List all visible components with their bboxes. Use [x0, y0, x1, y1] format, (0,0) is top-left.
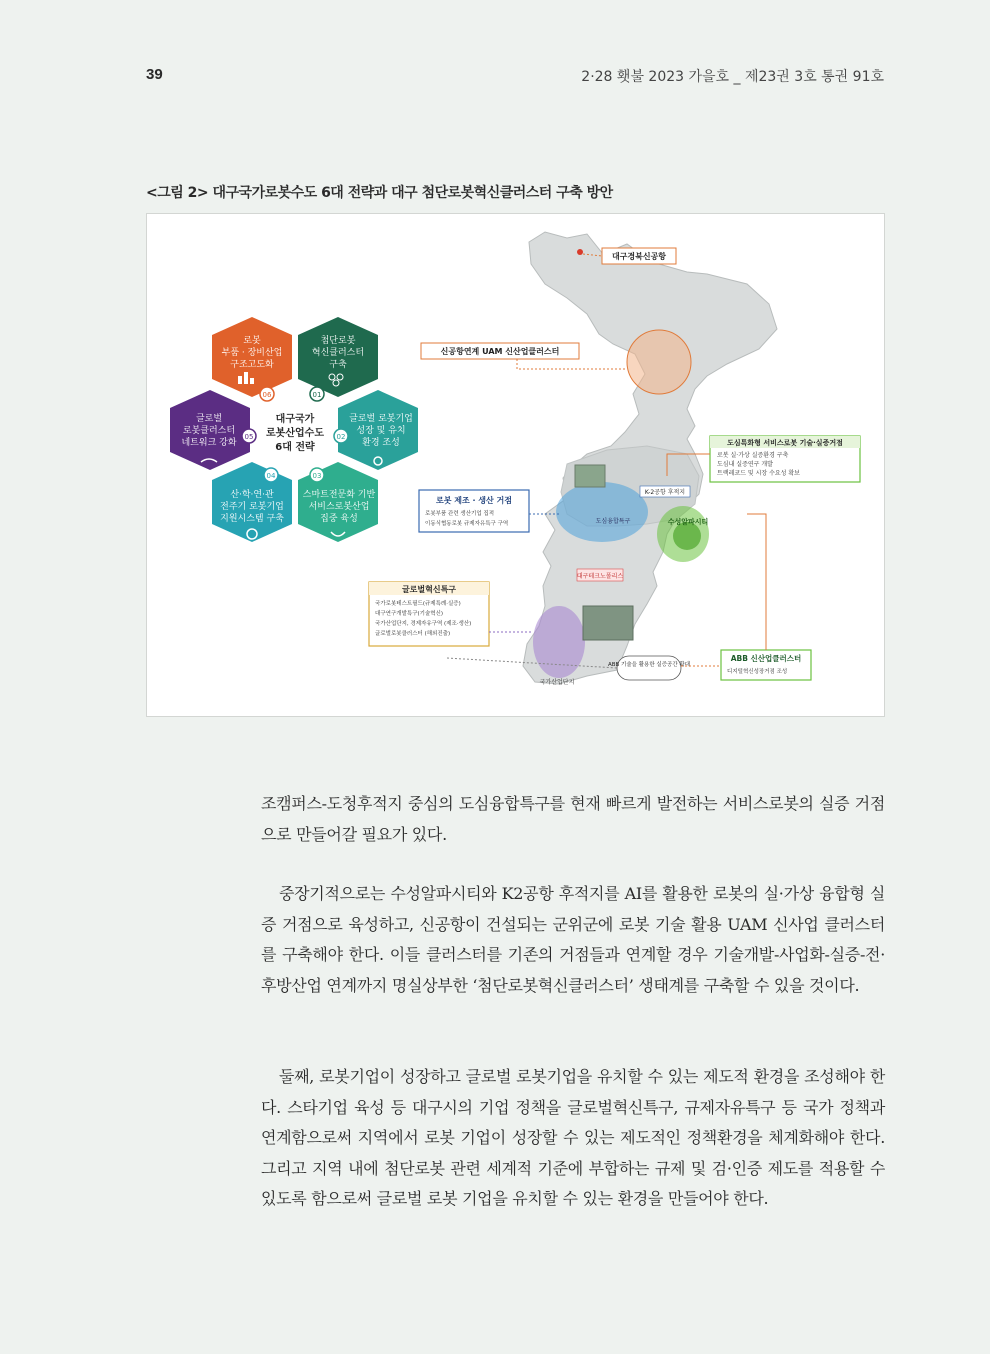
global-innovation-box	[369, 582, 489, 646]
hex-02-number: 02	[336, 433, 346, 441]
hex-04-line2: 전주기 로봇기업	[220, 502, 284, 512]
hex-04-line1: 산·학·연·관	[230, 490, 274, 500]
body-paragraph-3: 둘째, 로봇기업이 성장하고 글로벌 로봇기업을 유치할 수 있는 제도적 환경을 조성해야 한다. 스타기업 육성 등 대구시의 기업 정책을 글로벌혁신특구, 규제자유특구 등 국가 정책과 연계함으로써 지역에서 로봇 기업이 성장할 수 있는 제도적인 정책환경을 체계화해야 한다. 그리고 지역 내에 첨단로봇 관련 세계적 기준에 부합하는 규제 및 검·인증 제도를 적용할 수 있도록 함으로써 글로벌 로봇 기업을 유치할 수 있는 환경을 만들어야 한다.	[261, 1067, 885, 1208]
hex-04-line3: 지원시스템 구축	[220, 514, 284, 524]
global-box-item: 대구연구개발특구(기술혁신)	[375, 611, 444, 617]
center-line3: 6대 전략	[275, 442, 315, 453]
manufacture-box-item: 로봇부품 관련 생산기업 집적	[425, 511, 495, 517]
manufacture-box-title: 로봇 제조 · 생산 거점	[435, 496, 513, 505]
body-paragraph-2: 중장기적으로는 수성알파시티와 K2공항 후적지를 AI를 활용한 로봇의 실·가상 융합형 실증 거점으로 육성하고, 신공항이 건설되는 군위군에 로봇 기술 활용 UAM 신사업 클러스터를 구축해야 한다. 이들 클러스터를 기존의 거점들과 연계할 경우 기술개발-사업화-실증-전·후방산업 연계까지 명실상부한 ‘첨단로봇혁신클러스터’ 생태계를 구축할 수 있을 것이다.	[261, 884, 885, 995]
map-label-gukga: 국가산업단지	[539, 679, 575, 686]
label-airport: 대구경북신공항	[611, 252, 667, 261]
abb-bubble-text: ABB 기술을 활용한 실증공간 확대	[607, 662, 691, 668]
hex-02-line2: 성장 및 유치	[356, 426, 406, 436]
map-label-suseong: 수성알파시티	[667, 518, 709, 526]
global-box-item: 국가산업단지, 경제자유구역 (제조·생산)	[375, 621, 472, 627]
service-box-item: 로봇 실·가상 실증환경 구축	[717, 452, 789, 459]
hex-04-number: 04	[266, 472, 276, 480]
hex-01-line2: 혁신클러스터	[311, 348, 365, 358]
manufacture-box	[419, 490, 529, 532]
service-box-item: 도심내 실증연구 개발	[717, 461, 773, 468]
page-number: 39	[146, 66, 163, 83]
hex-05-number: 05	[244, 433, 254, 441]
map-label-techno: 대구테크노폴리스	[576, 573, 624, 580]
center-line1: 대구국가	[275, 414, 315, 425]
hex-05-line2: 로봇클러스터	[182, 426, 236, 436]
figure-caption: <그림 2> 대구국가로봇수도 6대 전략과 대구 첨단로봇혁신클러스터 구축 방안	[146, 185, 613, 201]
abb-box-item: 디지털혁신성장거점 조성	[727, 669, 788, 675]
hex-02-line3: 환경 조성	[362, 438, 400, 448]
hex-03-number: 03	[312, 472, 322, 480]
service-box-item: 트랙레코드 및 시장 수요성 확보	[717, 470, 800, 477]
global-box-item: 글로벌로봇클러스터 (해외진출)	[375, 631, 451, 637]
hex-03-line3: 집중 육성	[320, 514, 358, 524]
global-box-title: 글로벌혁신특구	[401, 585, 457, 594]
center-line2: 로봇산업수도	[266, 428, 324, 439]
hex-06-line3: 구조고도화	[230, 360, 274, 370]
hex-01-line1: 첨단로봇	[320, 336, 356, 346]
label-uam: 신공항연계 UAM 신산업클러스터	[440, 347, 560, 356]
abb-box-title: ABB 신산업클러스터	[730, 654, 802, 663]
manufacture-box-item: 이동식협동로봇 규제자유특구 구역	[425, 521, 509, 527]
strategy-hex-diagram	[170, 317, 418, 542]
journal-header: 2·28 횃불 2023 가을호 _ 제23권 3호 통권 91호	[581, 69, 884, 85]
hex-03-line1: 스마트전문화 기반	[302, 490, 376, 500]
map-label-dosim: 도심융합특구	[595, 518, 631, 525]
map-label-k2: K-2공항 후적지	[644, 489, 686, 496]
hex-05-line1: 글로벌	[195, 414, 223, 424]
hex-02-line1: 글로벌 로봇기업	[349, 414, 413, 424]
abb-cluster-box	[721, 650, 811, 680]
hex-06-line1: 로봇	[243, 336, 261, 346]
hex-01-number: 01	[312, 391, 322, 399]
hex-06-number: 06	[262, 391, 272, 399]
figure-panel	[146, 213, 885, 717]
hex-06-line2: 부품 · 장비산업	[221, 348, 283, 358]
hex-01-line3: 구축	[329, 360, 347, 370]
service-box-title: 도심특화형 서비스로봇 기술·실증거점	[727, 439, 843, 447]
service-robot-box	[710, 436, 860, 482]
hex-05-line3: 네트워크 강화	[181, 438, 237, 448]
body-paragraph-1: 조캠퍼스-도청후적지 중심의 도심융합특구를 현재 빠르게 발전하는 서비스로봇의 실증 거점으로 만들어갈 필요가 있다.	[261, 794, 885, 844]
global-box-item: 국가로봇테스트필드(규제특례·실증)	[375, 601, 461, 607]
hex-03-line2: 서비스로봇산업	[308, 502, 370, 512]
